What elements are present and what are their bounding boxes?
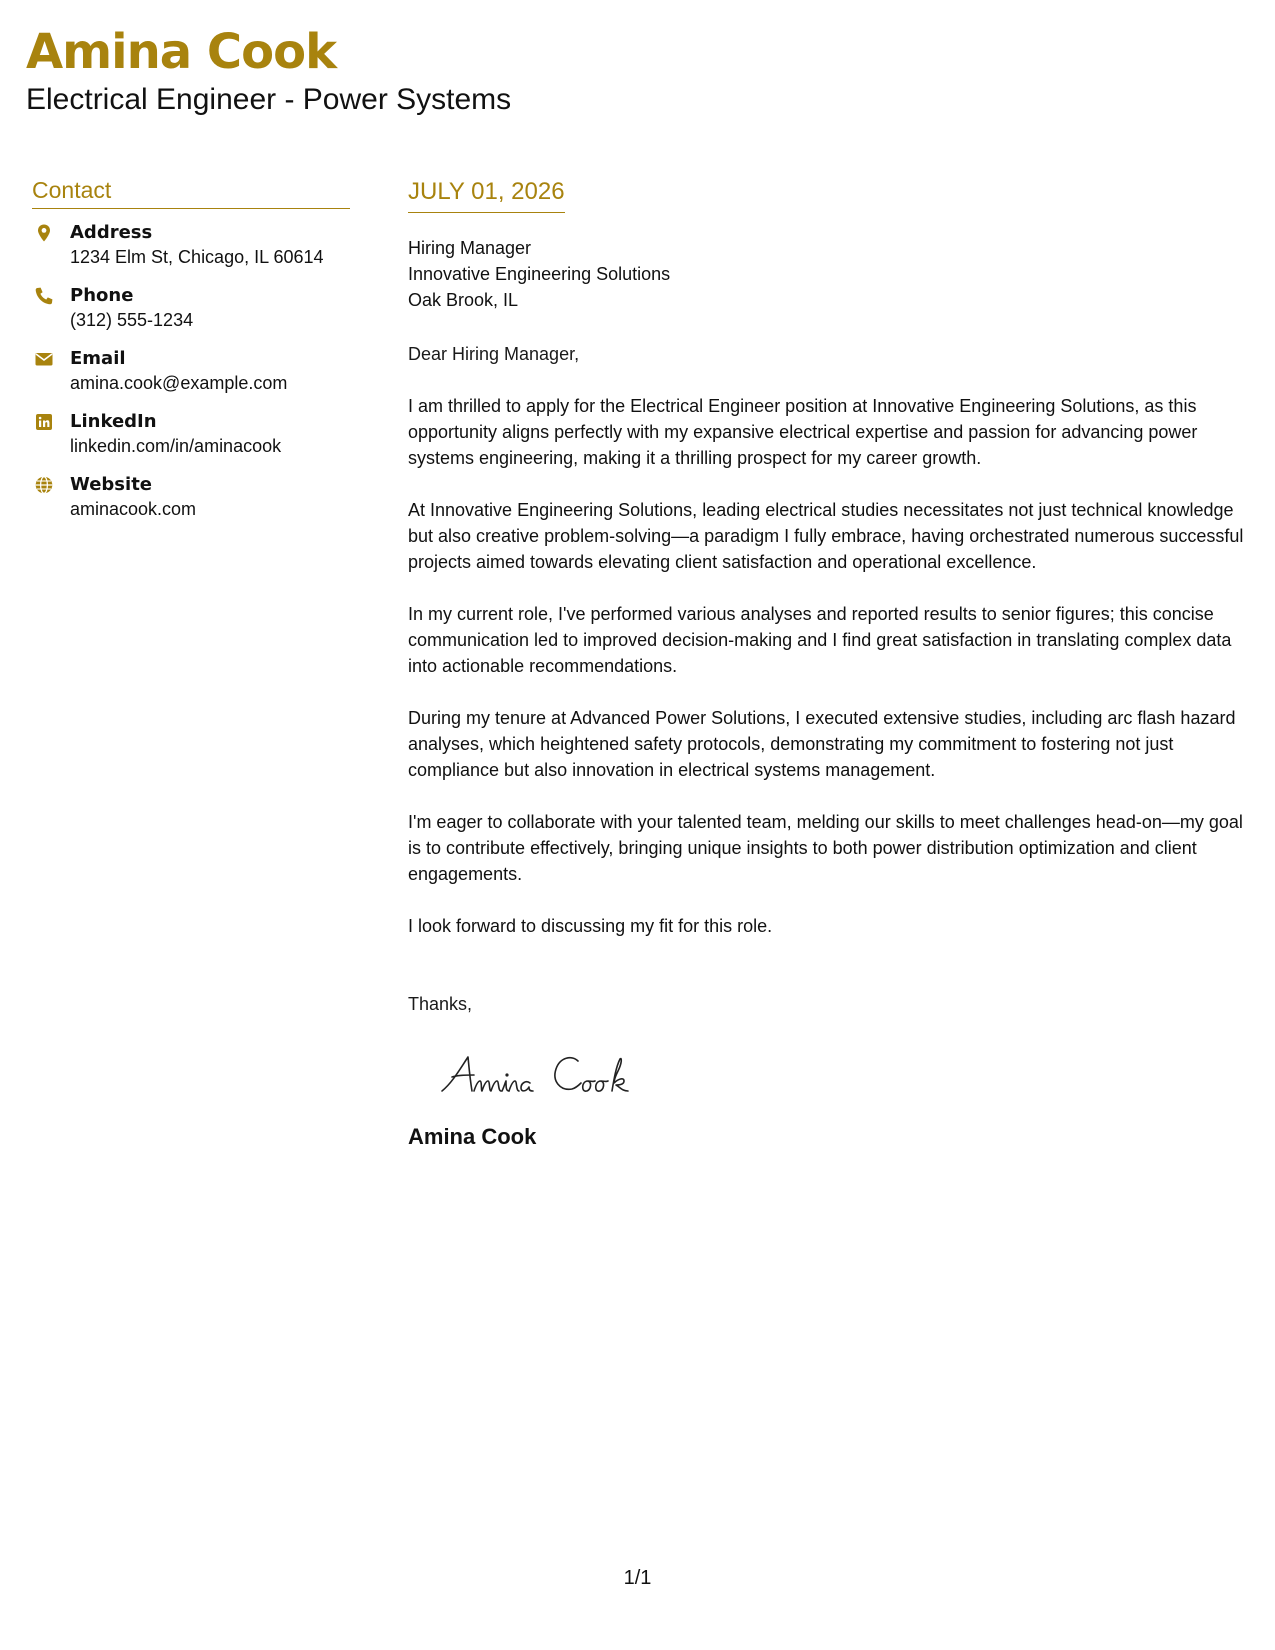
recipient-line: Oak Brook, IL — [408, 290, 519, 310]
body-paragraph: In my current role, I've performed various analyses and reported results to senior figures; this concise communication led to improved decision-making and I find great satisfaction in translating complex data into actionable recommendations. — [408, 604, 1232, 676]
body-paragraph: At Innovative Engineering Solutions, leading electrical studies necessitates not just technical knowledge but also creative problem-solving—a paradigm I fully embrace, having orchestrated numerous successful projects aimed towards elevating client satisfaction and operational excellence. — [408, 500, 1244, 572]
handwritten-signature — [438, 1047, 1248, 1107]
page-number: 1/1 — [623, 1567, 652, 1589]
contact-label: Website — [70, 474, 153, 495]
phone-value: (312) 555-1234 — [70, 310, 194, 330]
body-paragraph: I look forward to discussing my fit for this role. — [408, 916, 773, 936]
date-block — [408, 178, 565, 213]
contact-label: Phone — [70, 285, 134, 306]
address-value: 1234 Elm St, Chicago, IL 60614 — [70, 247, 324, 267]
contact-sidebar — [32, 176, 350, 536]
contact-label: Email — [70, 348, 126, 369]
contact-label: LinkedIn — [70, 411, 157, 432]
linkedin-icon — [34, 412, 54, 432]
recipient-block — [408, 235, 1248, 313]
letter-date: JULY 01, 2026 — [408, 178, 565, 205]
signer-name: Amina Cook — [408, 1124, 537, 1149]
closing: Thanks, — [408, 994, 473, 1014]
recipient-line: Innovative Engineering Solutions — [408, 264, 671, 284]
map-pin-icon — [34, 223, 54, 243]
body-paragraph: I'm eager to collaborate with your talented team, melding our skills to meet challenges head-on—my goal is to contribute effectively, bringing unique insights to both power distribution optimization and client engagements. — [408, 812, 1243, 884]
body-paragraph: During my tenure at Advanced Power Solutions, I executed extensive studies, including arc flash hazard analyses, which heightened safety protocols, demonstrating my commitment to fostering not just compliance but also innovation in electrical systems management. — [408, 708, 1236, 780]
contact-item-address — [32, 221, 350, 284]
envelope-icon — [34, 349, 54, 369]
contact-label: Address — [70, 222, 153, 243]
contact-heading: Contact — [32, 176, 350, 209]
contact-item-linkedin — [32, 410, 350, 473]
recipient-line: Hiring Manager — [408, 238, 532, 258]
contact-list — [32, 221, 350, 536]
contact-item-email — [32, 347, 350, 410]
globe-icon — [34, 475, 54, 495]
body-paragraph: I am thrilled to apply for the Electrical Engineer position at Innovative Engineering Solutions, as this opportunity aligns perfectly with my expansive electrical expertise and passion for advancing power systems engineering, making it a thrilling prospect for my career growth. — [408, 396, 1198, 468]
phone-icon — [34, 286, 54, 306]
website-value[interactable]: aminacook.com — [70, 499, 197, 519]
contact-item-phone — [32, 284, 350, 347]
applicant-title: Electrical Engineer - Power Systems — [26, 83, 512, 116]
applicant-name: Amina Cook — [26, 24, 336, 80]
contact-item-website — [32, 473, 350, 536]
letter-body — [408, 178, 1248, 1151]
email-value[interactable]: amina.cook@example.com — [70, 373, 288, 393]
salutation: Dear Hiring Manager, — [408, 344, 580, 364]
linkedin-value[interactable]: linkedin.com/in/aminacook — [70, 436, 282, 456]
letter-header — [26, 22, 511, 118]
